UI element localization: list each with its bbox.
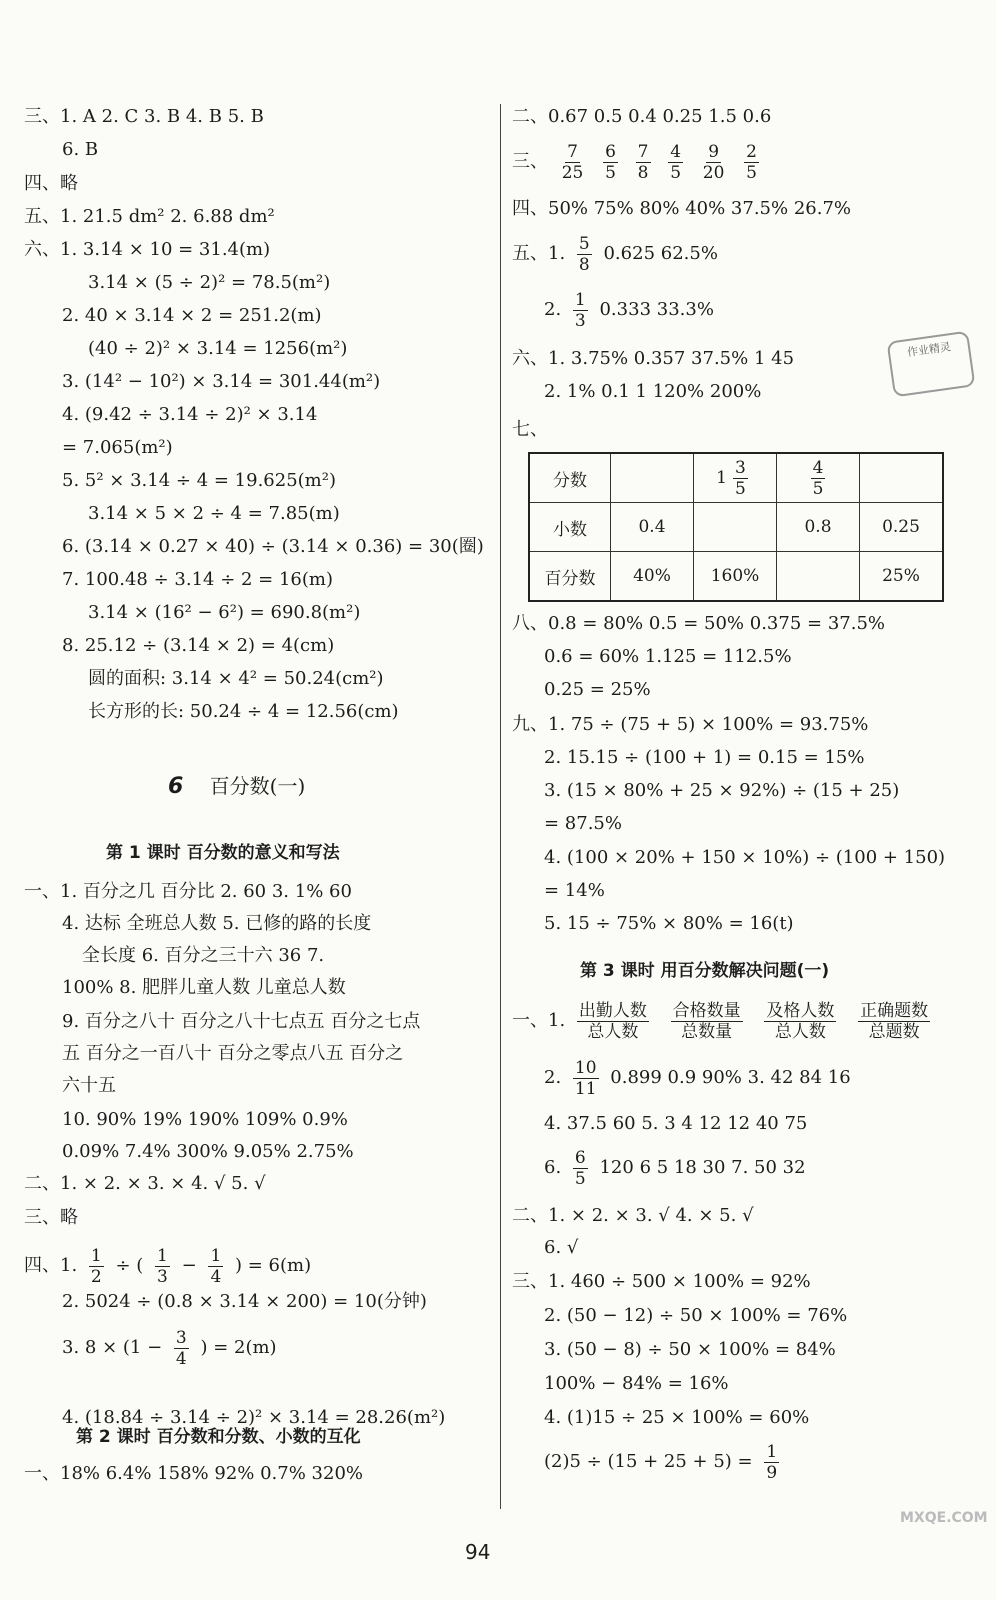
answer-line: 七、 bbox=[512, 419, 548, 440]
denominator: 4 bbox=[210, 1266, 222, 1287]
table-cell bbox=[694, 503, 777, 552]
answer-line: 六、1. 3.75% 0.357 37.5% 1 45 bbox=[512, 348, 795, 369]
answer-line: 二、1. × 2. × 3. √ 4. × 5. √ bbox=[512, 1205, 754, 1226]
row-header: 百分数 bbox=[529, 552, 611, 602]
fraction bbox=[573, 290, 588, 331]
table-cell: 40% bbox=[611, 552, 694, 602]
answer-line: 四、50% 75% 80% 40% 37.5% 26.7% bbox=[512, 198, 852, 219]
answer-line: = 7.065(m²) bbox=[62, 437, 173, 458]
table-cell bbox=[611, 453, 694, 503]
numerator: 3 bbox=[735, 457, 746, 478]
answer-line: 4. 37.5 60 5. 3 4 12 12 40 75 bbox=[544, 1113, 808, 1134]
lesson-heading: 第 1 课时 百分数的意义和写法 bbox=[106, 843, 340, 863]
answer-line: 6. (3.14 × 0.27 × 40) ÷ (3.14 × 0.36) = 30(圈) bbox=[62, 536, 484, 557]
answer-line: 二、1. × 2. × 3. × 4. √ 5. √ bbox=[24, 1173, 266, 1194]
table-cell: 0.25 bbox=[860, 503, 944, 552]
answer-line: 100% 8. 肥胖儿童人数 儿童总人数 bbox=[62, 977, 346, 998]
fraction bbox=[603, 142, 618, 183]
answer-line: 0.25 = 25% bbox=[544, 679, 651, 700]
answer-line: 长方形的长: 50.24 ÷ 4 = 12.56(cm) bbox=[88, 701, 399, 722]
watermark-logo: MXQE.COM bbox=[900, 1510, 988, 1526]
answer-line: 圆的面积: 3.14 × 4² = 50.24(cm²) bbox=[88, 668, 384, 689]
item-suffix: 0.333 33.3% bbox=[599, 299, 714, 320]
item-prefix: 一、1. bbox=[512, 1010, 566, 1031]
answer-line: 三、略 bbox=[24, 1207, 78, 1228]
denominator: 总题数 bbox=[868, 1021, 920, 1042]
answer-line: 3.14 × (16² − 6²) = 690.8(m²) bbox=[88, 602, 361, 623]
numerator: 5 bbox=[578, 233, 590, 254]
fraction bbox=[764, 1001, 836, 1042]
item-prefix: 四、1. bbox=[24, 1255, 78, 1276]
answer-line: 9. 百分之八十 百分之八十七点五 百分之七点 bbox=[62, 1011, 421, 1032]
answer-line: 3. (15 × 80% + 25 × 92%) ÷ (15 + 25) bbox=[544, 780, 900, 801]
fraction bbox=[636, 142, 651, 183]
lesson-heading: 第 3 课时 用百分数解决问题(一) bbox=[580, 961, 830, 981]
fraction bbox=[89, 1246, 104, 1287]
answer-line-fraction bbox=[24, 1244, 311, 1288]
chapter-heading bbox=[168, 770, 305, 799]
denominator: 3 bbox=[574, 310, 586, 331]
answer-line-fraction bbox=[512, 140, 765, 184]
numerator: 7 bbox=[637, 141, 649, 162]
answer-line-fraction bbox=[544, 1440, 785, 1484]
fraction bbox=[858, 1001, 930, 1042]
denominator: 3 bbox=[157, 1266, 168, 1287]
item-prefix: (2)5 ÷ (15 + 25 + 5) = bbox=[544, 1451, 753, 1472]
answer-line-fraction bbox=[544, 288, 714, 332]
answer-line: 一、1. 百分之几 百分比 2. 60 3. 1% 60 bbox=[24, 881, 352, 902]
answer-line: 一、18% 6.4% 158% 92% 0.7% 320% bbox=[24, 1463, 364, 1484]
answer-line: 2. 15.15 ÷ (100 + 1) = 0.15 = 15% bbox=[544, 747, 865, 768]
numerator: 7 bbox=[567, 141, 578, 162]
answer-line: 0.09% 7.4% 300% 9.05% 2.75% bbox=[62, 1141, 354, 1162]
denominator: 5 bbox=[605, 162, 616, 183]
answer-line-fraction bbox=[62, 1326, 277, 1370]
column-divider bbox=[500, 104, 501, 1509]
fraction bbox=[733, 458, 748, 499]
table-cell: 0.8 bbox=[777, 503, 860, 552]
answer-line: 8. 25.12 ÷ (3.14 × 2) = 4(cm) bbox=[62, 635, 335, 656]
answer-line-fraction bbox=[512, 232, 718, 276]
numerator: 合格数量 bbox=[672, 1000, 741, 1021]
answer-line: 3.14 × (5 ÷ 2)² = 78.5(m²) bbox=[88, 272, 331, 293]
denominator: 5 bbox=[746, 162, 757, 183]
answer-line: 7. 100.48 ÷ 3.14 ÷ 2 = 16(m) bbox=[62, 569, 334, 590]
answer-line: 四、略 bbox=[24, 173, 78, 194]
answer-line: 10. 90% 19% 190% 109% 0.9% bbox=[62, 1109, 348, 1130]
answer-line: 2. 1% 0.1 1 120% 200% bbox=[544, 381, 762, 402]
table-row bbox=[529, 503, 943, 552]
numerator: 3 bbox=[175, 1327, 187, 1348]
table-cell bbox=[860, 453, 944, 503]
chapter-title: 百分数(一) bbox=[209, 774, 306, 798]
table-cell bbox=[694, 453, 777, 503]
table-cell: 25% bbox=[860, 552, 944, 602]
item-prefix: 五、1. bbox=[512, 243, 566, 264]
item-prefix: 6. bbox=[544, 1157, 562, 1178]
denominator: 11 bbox=[574, 1078, 597, 1099]
numerator: 9 bbox=[708, 141, 720, 162]
answer-line: 八、0.8 = 80% 0.5 = 50% 0.375 = 37.5% bbox=[512, 613, 885, 634]
answer-line: 五 百分之一百八十 百分之零点八五 百分之 bbox=[62, 1043, 404, 1064]
table-cell: 160% bbox=[694, 552, 777, 602]
answer-line: 100% − 84% = 16% bbox=[544, 1373, 729, 1394]
item-prefix: 2. bbox=[544, 1067, 562, 1088]
answer-line: 5. 5² × 3.14 ÷ 4 = 19.625(m²) bbox=[62, 470, 336, 491]
numerator: 4 bbox=[812, 457, 824, 478]
fraction bbox=[208, 1246, 223, 1287]
answer-line: 五、1. 21.5 dm² 2. 6.88 dm² bbox=[24, 206, 275, 227]
stamp-logo: 作业精灵 bbox=[887, 331, 976, 398]
denominator: 9 bbox=[766, 1462, 778, 1483]
denominator: 5 bbox=[574, 1168, 586, 1189]
answer-line: 九、1. 75 ÷ (75 + 5) × 100% = 93.75% bbox=[512, 714, 869, 735]
table-cell bbox=[777, 552, 860, 602]
answer-line: 4. 达标 全班总人数 5. 已修的路的长度 bbox=[62, 913, 372, 934]
answer-line-fraction bbox=[544, 1056, 851, 1100]
numerator: 1 bbox=[766, 1441, 778, 1462]
item-prefix: 3. 8 × (1 − bbox=[62, 1337, 163, 1358]
answer-line: 4. (18.84 ÷ 3.14 ÷ 2)² × 3.14 = 28.26(m²) bbox=[62, 1407, 446, 1428]
numerator: 1 bbox=[90, 1245, 102, 1266]
answer-line: 5. 15 ÷ 75% × 80% = 16(t) bbox=[544, 913, 794, 934]
answer-line: 3. (50 − 8) ÷ 50 × 100% = 84% bbox=[544, 1339, 836, 1360]
fraction bbox=[668, 142, 683, 183]
answer-line-fraction bbox=[512, 996, 936, 1046]
numerator: 1 bbox=[157, 1245, 168, 1266]
lesson-heading: 第 2 课时 百分数和分数、小数的互化 bbox=[76, 1427, 361, 1447]
answer-line: 2. (50 − 12) ÷ 50 × 100% = 76% bbox=[544, 1305, 848, 1326]
fraction bbox=[577, 234, 592, 275]
denominator: 2 bbox=[90, 1266, 102, 1287]
fraction bbox=[701, 142, 727, 183]
answer-line: (40 ÷ 2)² × 3.14 = 1256(m²) bbox=[88, 338, 348, 359]
conversion-table bbox=[528, 452, 944, 602]
answer-line: = 87.5% bbox=[544, 813, 622, 834]
fraction bbox=[744, 142, 759, 183]
table-cell: 0.4 bbox=[611, 503, 694, 552]
answer-line: 三、1. A 2. C 3. B 4. B 5. B bbox=[24, 106, 264, 127]
item-suffix: 0.899 0.9 90% 3. 42 84 16 bbox=[610, 1067, 851, 1088]
answer-line: 全长度 6. 百分之三十六 36 7. bbox=[82, 945, 325, 966]
numerator: 正确题数 bbox=[860, 1000, 929, 1021]
answer-line: = 14% bbox=[544, 880, 605, 901]
denominator: 25 bbox=[561, 162, 584, 183]
answer-line: 六十五 bbox=[62, 1075, 116, 1096]
denominator: 总人数 bbox=[587, 1021, 639, 1042]
fraction bbox=[155, 1246, 170, 1287]
numerator: 10 bbox=[574, 1057, 597, 1078]
answer-line: 4. (100 × 20% + 150 × 10%) ÷ (100 + 150) bbox=[544, 847, 946, 868]
table-row bbox=[529, 453, 943, 503]
answer-line-fraction bbox=[544, 1146, 806, 1190]
answer-line: 6. √ bbox=[544, 1237, 579, 1258]
table-row bbox=[529, 552, 943, 602]
item-suffix: 120 6 5 18 30 7. 50 32 bbox=[599, 1157, 806, 1178]
answer-line: 2. 5024 ÷ (0.8 × 3.14 × 200) = 10(分钟) bbox=[62, 1291, 427, 1312]
answer-line: 三、1. 460 ÷ 500 × 100% = 92% bbox=[512, 1271, 811, 1292]
answer-line: 3.14 × 5 × 2 ÷ 4 = 7.85(m) bbox=[88, 503, 340, 524]
operator: ÷ ( bbox=[115, 1255, 144, 1276]
item-suffix: ) = 2(m) bbox=[200, 1337, 277, 1358]
numerator: 2 bbox=[746, 141, 757, 162]
numerator: 1 bbox=[210, 1245, 222, 1266]
numerator: 6 bbox=[574, 1147, 586, 1168]
page-number: 94 bbox=[465, 1540, 491, 1564]
denominator: 4 bbox=[175, 1348, 187, 1369]
denominator: 5 bbox=[670, 162, 682, 183]
answer-line: 6. B bbox=[62, 139, 99, 160]
fraction bbox=[573, 1148, 588, 1189]
fraction bbox=[573, 1058, 599, 1099]
chapter-number: 6 bbox=[168, 774, 184, 799]
fraction bbox=[764, 1442, 779, 1483]
answer-line: 3. (14² − 10²) × 3.14 = 301.44(m²) bbox=[62, 371, 381, 392]
denominator: 5 bbox=[735, 478, 746, 499]
answer-line: 4. (9.42 ÷ 3.14 ÷ 2)² × 3.14 bbox=[62, 404, 318, 425]
operator: − bbox=[181, 1255, 197, 1276]
numerator: 出勤人数 bbox=[578, 1000, 647, 1021]
denominator: 总人数 bbox=[774, 1021, 826, 1042]
row-header: 分数 bbox=[529, 453, 611, 503]
numerator: 6 bbox=[605, 141, 616, 162]
whole-number: 1 bbox=[716, 467, 727, 488]
numerator: 1 bbox=[574, 289, 586, 310]
item-prefix: 三、 bbox=[512, 151, 548, 172]
denominator: 8 bbox=[637, 162, 649, 183]
numerator: 及格人数 bbox=[766, 1000, 835, 1021]
denominator: 5 bbox=[812, 478, 824, 499]
answer-line: 2. 40 × 3.14 × 2 = 251.2(m) bbox=[62, 305, 322, 326]
table-cell bbox=[777, 453, 860, 503]
denominator: 8 bbox=[578, 254, 590, 275]
answer-line: 4. (1)15 ÷ 25 × 100% = 60% bbox=[544, 1407, 810, 1428]
numerator: 4 bbox=[670, 141, 682, 162]
fraction bbox=[577, 1001, 649, 1042]
answer-line: 六、1. 3.14 × 10 = 31.4(m) bbox=[24, 239, 271, 260]
fraction bbox=[811, 458, 826, 499]
item-prefix: 2. bbox=[544, 299, 562, 320]
item-suffix: ) = 6(m) bbox=[235, 1255, 312, 1276]
denominator: 总数量 bbox=[681, 1021, 733, 1042]
answer-line: 二、0.67 0.5 0.4 0.25 1.5 0.6 bbox=[512, 106, 772, 127]
fraction bbox=[560, 142, 586, 183]
denominator: 20 bbox=[702, 162, 725, 183]
item-suffix: 0.625 62.5% bbox=[603, 243, 718, 264]
answer-line: 0.6 = 60% 1.125 = 112.5% bbox=[544, 646, 792, 667]
row-header: 小数 bbox=[529, 503, 611, 552]
fraction bbox=[671, 1001, 743, 1042]
fraction bbox=[174, 1328, 189, 1369]
